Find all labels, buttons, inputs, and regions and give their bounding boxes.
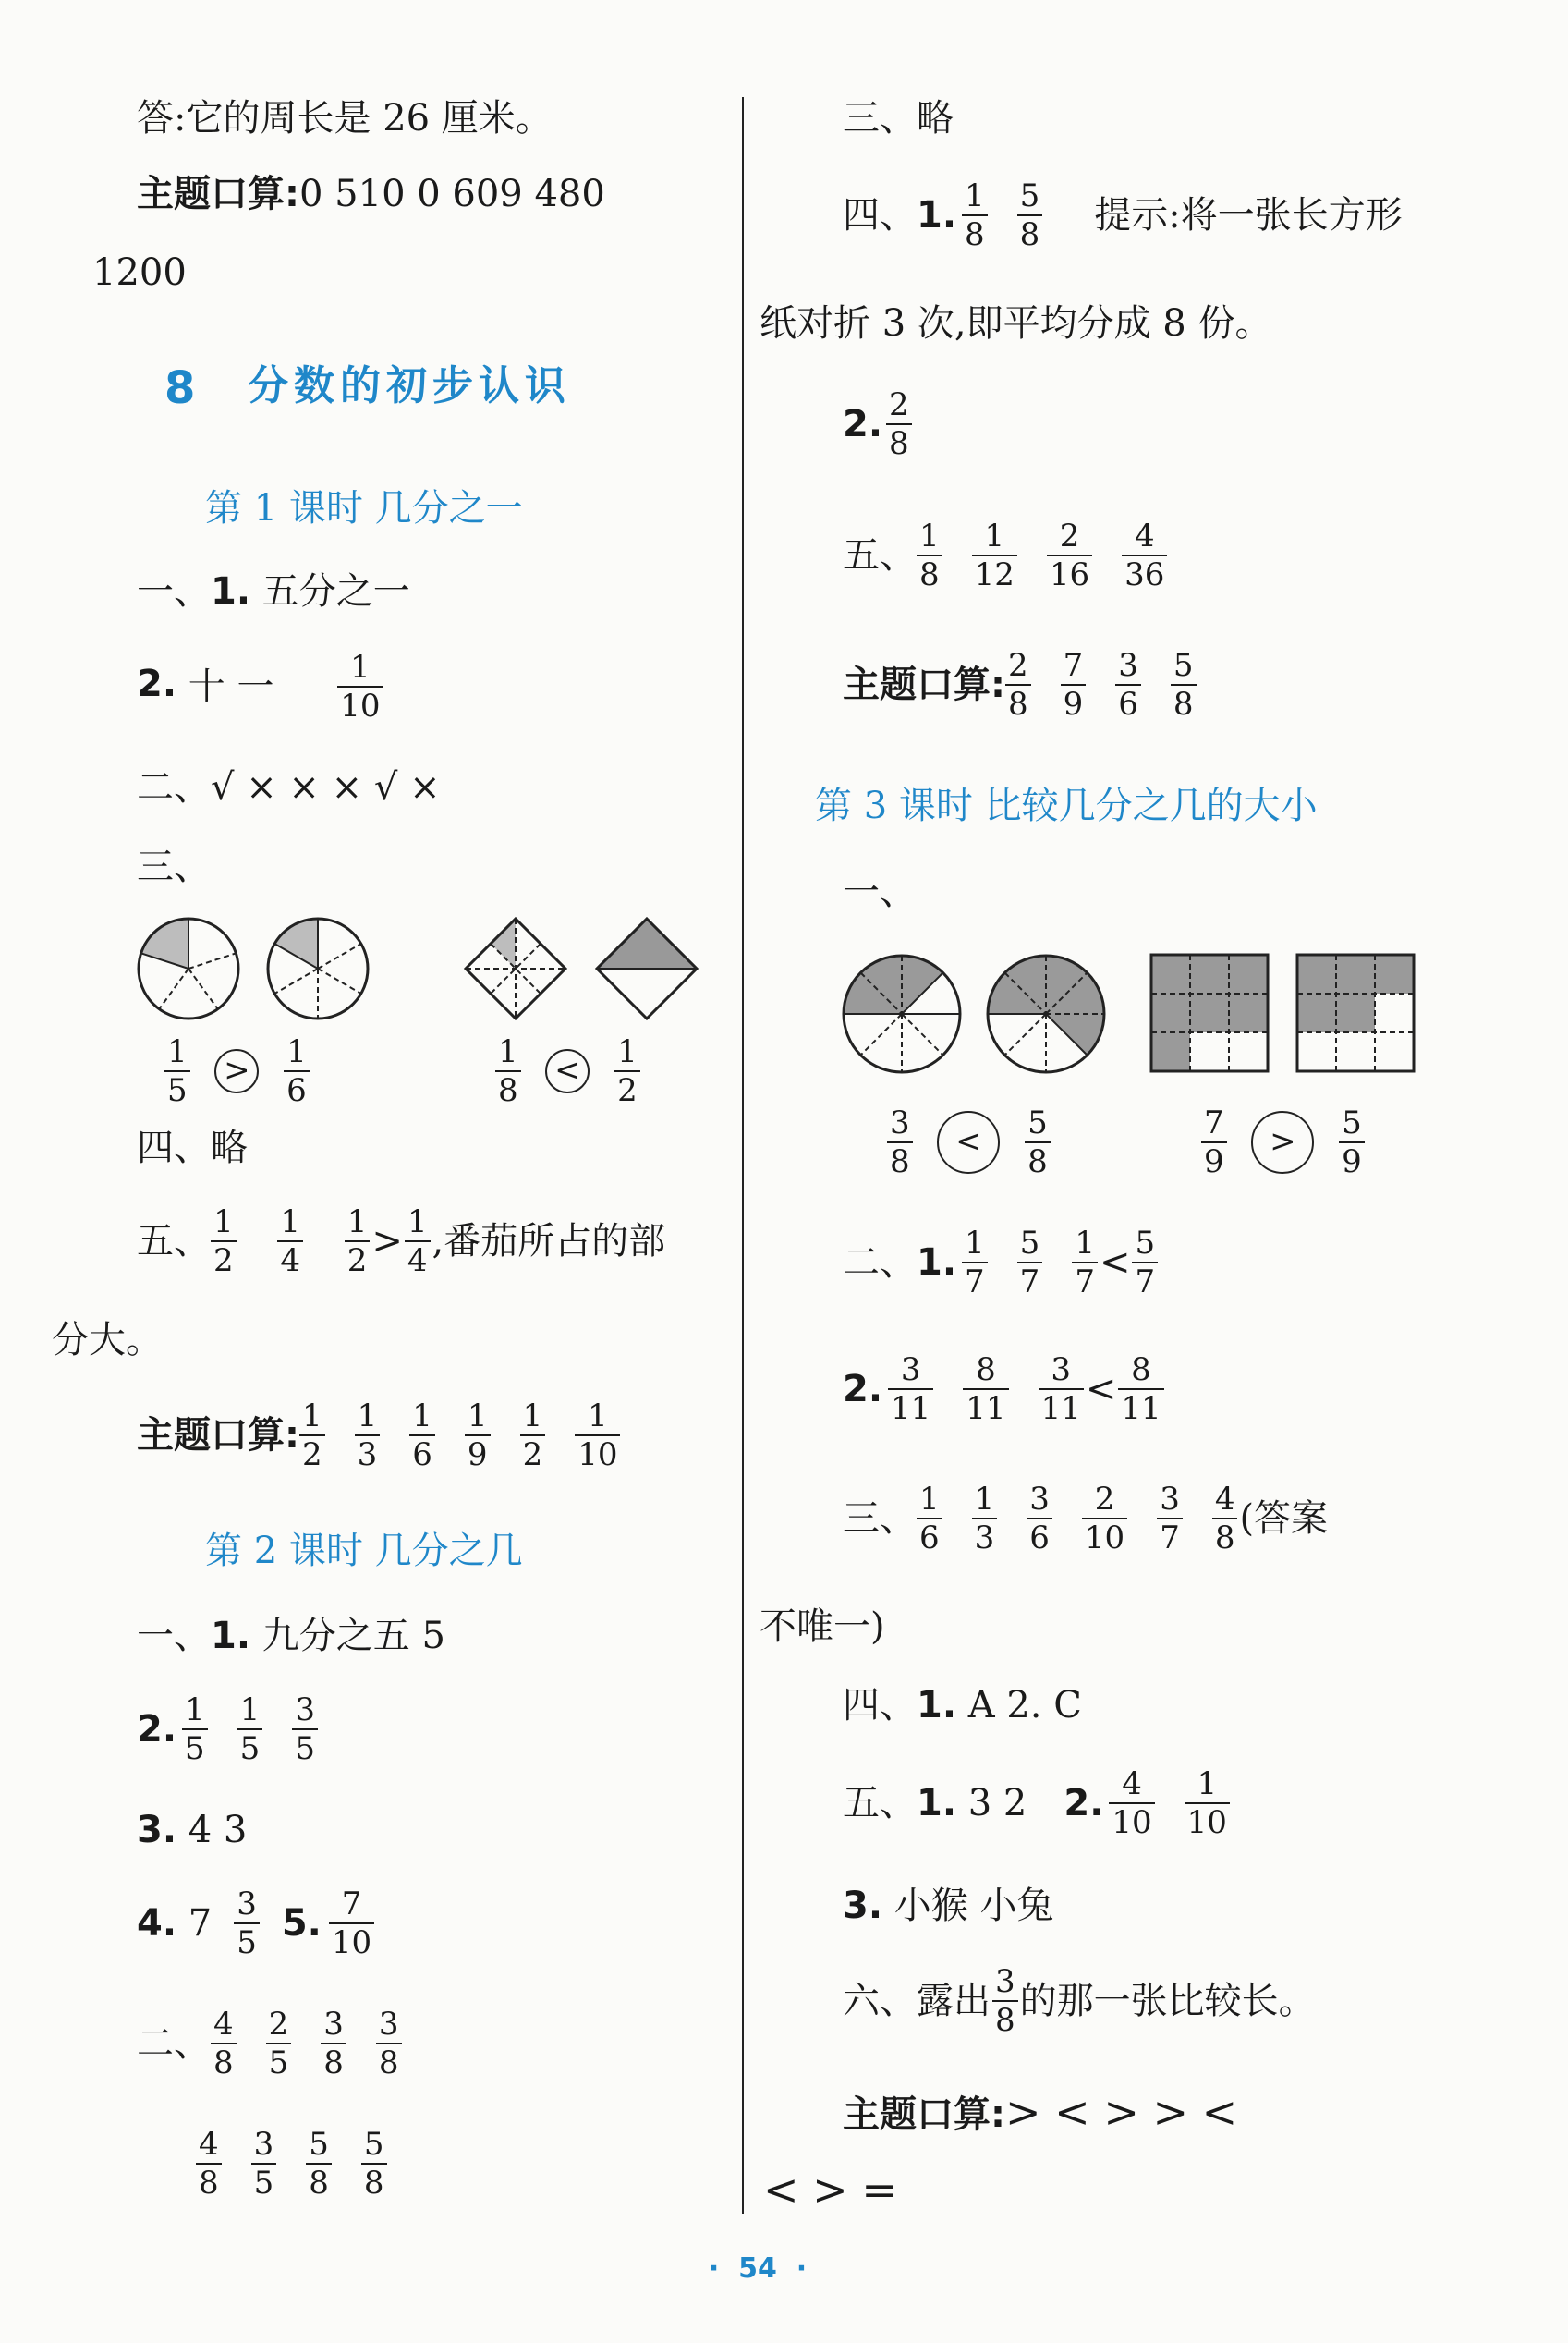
page-number-text: 54	[738, 2252, 777, 2285]
fraction: $\frac{1}{10}$	[575, 1397, 620, 1473]
fraction: $\frac{5}{7}$	[1132, 1225, 1158, 1300]
fraction: $\frac{3}{5}$	[251, 2126, 277, 2202]
fraction: $\frac{1}{8}$	[917, 518, 942, 593]
l3-san-wrap: 不唯一)	[760, 1605, 885, 1648]
fraction: $\frac{3}{5}$	[292, 1691, 318, 1767]
r-san: 三、略	[843, 97, 954, 140]
lesson2-q1-3	[137, 1809, 248, 1851]
fraction: $\frac{2}{10}$	[1082, 1481, 1127, 1556]
fraction: $\frac{1}{8}$	[495, 1033, 521, 1109]
q-prefix: 五、	[137, 1220, 211, 1263]
q-num: 2.	[137, 663, 177, 705]
lesson-1-title: 第 1 课时 几分之一	[205, 487, 523, 530]
fraction: $\frac{1}{2}$	[614, 1033, 640, 1109]
kousuan-values: > < > > <	[1005, 2087, 1238, 2137]
q-prefix: 三、	[843, 1497, 917, 1540]
l3-wu-3	[843, 1885, 1054, 1927]
fraction: $\frac{1}{5}$	[182, 1691, 208, 1767]
kousuan-label: 主题口算:	[843, 664, 1005, 706]
fraction: $\frac{1}{4}$	[405, 1203, 431, 1279]
kousuan-4	[843, 2087, 1238, 2137]
l3-er-1	[843, 1225, 1173, 1300]
kousuan-3	[843, 647, 1211, 723]
q-num: 1.	[917, 1241, 957, 1284]
fraction: $\frac{1}{2}$	[211, 1203, 237, 1279]
fraction: $\frac{2}{16}$	[1047, 518, 1092, 593]
lesson2-q1-4-5	[137, 1885, 389, 1961]
lesson1-q1-2	[137, 649, 397, 725]
q-num: 2.	[137, 1708, 177, 1751]
kousuan-1	[137, 173, 605, 215]
compare-symbol: >	[371, 1220, 403, 1263]
lesson1-q2: 二、√ × × × √ ×	[137, 766, 441, 809]
l3-si	[843, 1684, 1082, 1727]
lesson1-q1-1	[137, 570, 410, 613]
l3-compare-2	[1201, 1104, 1365, 1180]
r-si-1-wrap: 纸对折 3 次,即平均分成 8 份。	[760, 302, 1272, 345]
fraction: $\frac{3}{8}$	[376, 2006, 402, 2081]
q-num: 2.	[843, 1368, 883, 1410]
compare-symbol: <	[1099, 1241, 1131, 1284]
q-text: 7	[188, 1902, 213, 1945]
fraction: $\frac{5}{9}$	[1339, 1104, 1365, 1180]
fraction: $\frac{1}{8}$	[962, 177, 988, 253]
q-num: 1.	[211, 570, 251, 613]
q-num: 3.	[843, 1885, 883, 1927]
q-num: 2.	[843, 403, 883, 445]
fraction: $\frac{3}{8}$	[321, 2006, 346, 2081]
q-text: 五分之一	[261, 570, 410, 613]
q-num: 4.	[137, 1902, 177, 1945]
fraction: $\frac{2}{5}$	[266, 2006, 292, 2081]
fraction: $\frac{3}{8}$	[992, 1963, 1018, 2039]
kousuan-label: 主题口算:	[137, 173, 299, 215]
q-num: 1.	[211, 1615, 251, 1657]
fraction: $\frac{1}{4}$	[277, 1203, 303, 1279]
fraction: $\frac{2}{8}$	[1005, 647, 1031, 723]
l3-shapes	[841, 947, 1432, 1086]
fraction: $\frac{5}{8}$	[1171, 647, 1197, 723]
lesson1-q5	[137, 1203, 665, 1279]
r-si-2	[843, 386, 927, 462]
fraction: $\frac{3}{11}$	[1039, 1351, 1084, 1427]
l3-liu	[843, 1963, 1316, 2039]
fraction: $\frac{1}{6}$	[409, 1397, 435, 1473]
chapter-title: 分数的初步认识	[248, 362, 571, 409]
kousuan-4-wrap: < > =	[763, 2165, 897, 2215]
fraction: $\frac{3}{7}$	[1157, 1481, 1183, 1556]
fraction: $\frac{2}{8}$	[886, 386, 912, 462]
q-num: 5.	[281, 1902, 322, 1945]
fraction: $\frac{8}{11}$	[963, 1351, 1008, 1427]
fraction: $\frac{1}{10}$	[337, 649, 383, 725]
fraction: $\frac{3}{6}$	[1027, 1481, 1052, 1556]
kousuan-values: 0 510 0 609 480	[299, 173, 605, 215]
compare-bubble: <	[545, 1049, 590, 1093]
lesson1-q5-wrap: 分大。	[52, 1319, 163, 1361]
kousuan-label: 主题口算:	[137, 1414, 299, 1457]
l3-wu	[843, 1765, 1245, 1841]
q-num: 1.	[917, 1684, 957, 1727]
l3-compare-1	[887, 1104, 1051, 1180]
q-prefix: 二、	[843, 1241, 917, 1284]
q-num: 1.	[917, 194, 957, 237]
r-si-1	[843, 177, 1403, 253]
q-prefix: 五、	[843, 534, 917, 577]
kousuan-1-wrap: 1200	[92, 251, 187, 294]
q-num: 3.	[137, 1809, 177, 1851]
fraction: $\frac{3}{6}$	[1115, 647, 1141, 723]
fraction: $\frac{1}{5}$	[237, 1691, 263, 1767]
fraction: $\frac{4}{8}$	[196, 2126, 222, 2202]
dot-icon: ·	[708, 2252, 720, 2285]
q-text: 九分之五 5	[261, 1615, 445, 1657]
dot-icon: ·	[796, 2252, 808, 2285]
lesson2-q1-2	[137, 1691, 333, 1767]
fraction: $\frac{8}{11}$	[1118, 1351, 1163, 1427]
fraction: $\frac{3}{8}$	[887, 1104, 913, 1180]
fraction: $\frac{1}{2}$	[520, 1397, 546, 1473]
q-text: A 2. C	[967, 1684, 1082, 1727]
r-wu	[843, 518, 1182, 593]
l3-san	[843, 1481, 1328, 1556]
fraction: $\frac{1}{7}$	[1072, 1225, 1098, 1300]
fraction: $\frac{7}{9}$	[1061, 647, 1087, 723]
compare-bubble: >	[1251, 1111, 1314, 1174]
column-divider	[742, 97, 744, 2214]
answer-perimeter: 答:它的周长是 26 厘米。	[137, 97, 553, 140]
fraction: $\frac{1}{3}$	[972, 1481, 998, 1556]
fraction: $\frac{1}{2}$	[299, 1397, 325, 1473]
q-prefix: 四、	[843, 194, 917, 237]
q-note: (答案	[1239, 1497, 1329, 1540]
fraction: $\frac{5}{8}$	[361, 2126, 387, 2202]
q-prefix: 一、	[137, 1615, 211, 1657]
fraction: $\frac{4}{10}$	[1109, 1765, 1154, 1841]
fraction: $\frac{3}{11}$	[888, 1351, 933, 1427]
fraction: $\frac{1}{3}$	[355, 1397, 381, 1473]
fraction: $\frac{1}{6}$	[284, 1033, 310, 1109]
lesson1-q4: 四、略	[137, 1127, 248, 1169]
fraction: $\frac{1}{9}$	[465, 1397, 491, 1473]
fraction: $\frac{1}{7}$	[962, 1225, 988, 1300]
q-prefix: 四、	[843, 1684, 917, 1727]
l3-er-2	[843, 1351, 1179, 1427]
q-text: 小猴 小兔	[893, 1885, 1054, 1927]
kousuan-label: 主题口算:	[843, 2093, 1005, 2136]
fraction: $\frac{5}{8}$	[1017, 177, 1043, 253]
compare-bubble: >	[214, 1049, 259, 1093]
lesson3-yi-label: 一、	[843, 871, 917, 913]
q-prefix: 一、	[137, 570, 211, 613]
kousuan-2	[137, 1397, 635, 1473]
lesson-3-title: 第 3 课时 比较几分之几的大小	[815, 785, 1318, 827]
lesson2-q2-row1	[137, 2006, 417, 2081]
fraction: $\frac{1}{2}$	[345, 1203, 371, 1279]
fraction: $\frac{1}{10}$	[1185, 1765, 1230, 1841]
fraction: $\frac{3}{5}$	[234, 1885, 260, 1961]
q3-compare-1	[164, 1033, 310, 1109]
q-text: ,番茄所占的部	[432, 1220, 666, 1263]
compare-symbol: <	[1085, 1368, 1117, 1410]
q-text: 六、露出	[843, 1980, 991, 2022]
q-text: 提示:将一张长方形	[1094, 194, 1403, 237]
fraction: $\frac{1}{12}$	[972, 518, 1017, 593]
fraction: $\frac{4}{8}$	[211, 2006, 237, 2081]
q-text: 4 3	[188, 1809, 248, 1851]
q-prefix: 二、	[137, 2022, 211, 2065]
q-prefix: 五、	[843, 1782, 917, 1824]
fraction: $\frac{5}{8}$	[1025, 1104, 1051, 1180]
q-num: 2.	[1064, 1782, 1104, 1824]
q3-shapes	[137, 915, 728, 1026]
fraction: $\frac{4}{8}$	[1212, 1481, 1238, 1556]
lesson1-q3-label: 三、	[137, 846, 211, 888]
q-text: 的那一张比较长。	[1019, 1980, 1316, 2022]
lesson-2-title: 第 2 课时 几分之几	[205, 1530, 523, 1572]
fraction: $\frac{5}{7}$	[1017, 1225, 1043, 1300]
q-num: 1.	[917, 1782, 957, 1824]
lesson2-q2-row2	[196, 2126, 402, 2202]
q-text: 3 2	[967, 1782, 1027, 1824]
page-number	[0, 2252, 1515, 2285]
compare-bubble: <	[937, 1111, 1000, 1174]
fraction: $\frac{4}{36}$	[1122, 518, 1167, 593]
q3-compare-2	[495, 1033, 640, 1109]
chapter-number: 8	[164, 362, 196, 414]
lesson2-q1-1	[137, 1615, 445, 1657]
fraction: $\frac{7}{9}$	[1201, 1104, 1227, 1180]
fraction: $\frac{7}{10}$	[329, 1885, 374, 1961]
fraction: $\frac{1}{5}$	[164, 1033, 190, 1109]
fraction: $\frac{1}{6}$	[917, 1481, 942, 1556]
fraction: $\frac{5}{8}$	[306, 2126, 332, 2202]
q-text: 十 一	[188, 665, 274, 708]
